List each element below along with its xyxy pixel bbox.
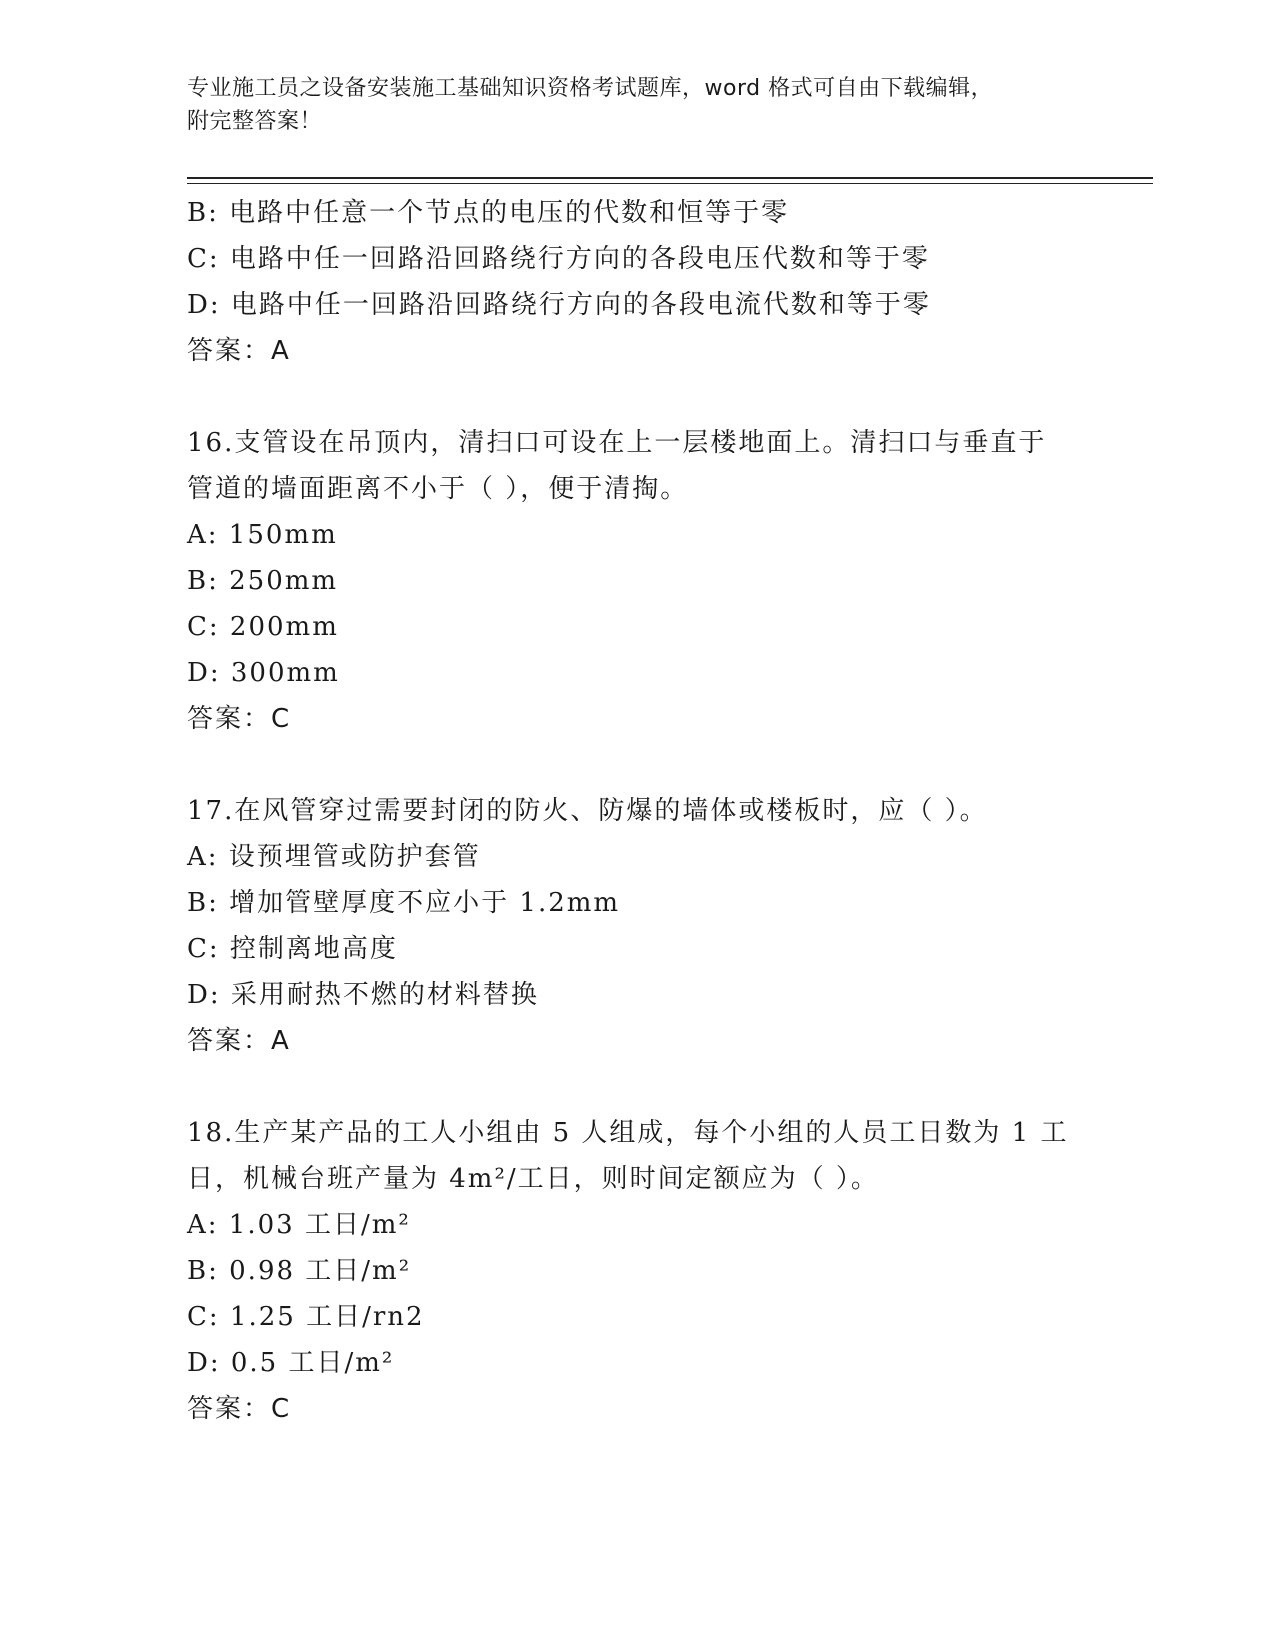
answer-line xyxy=(187,1386,1087,1432)
option-d: D: 300mm xyxy=(187,658,340,688)
question-16 xyxy=(187,420,1087,742)
option-c: C: 控制离地高度 xyxy=(187,934,398,964)
header-line-2: 附完整答案！ xyxy=(187,109,323,134)
question-text-line-1: 18.生产某产品的工人小组由 5 人组成，每个小组的人员工日数为 1 工 xyxy=(187,1118,1069,1148)
answer-value: C xyxy=(271,704,292,734)
question-text-line-1: 17.在风管穿过需要封闭的防火、防爆的墙体或楼板时，应（ ）。 xyxy=(187,796,988,826)
question-block-15 xyxy=(187,190,1087,374)
answer-line xyxy=(187,328,1087,374)
answer-line xyxy=(187,1018,1087,1064)
question-17 xyxy=(187,788,1087,1064)
header-rule-thick xyxy=(187,177,1153,179)
option-c: C: 200mm xyxy=(187,612,339,642)
answer-label: 答案： xyxy=(187,336,272,366)
answer-value: C xyxy=(271,1394,292,1424)
document-header xyxy=(187,72,1087,138)
option-c: C: 电路中任一回路沿回路绕行方向的各段电压代数和等于零 xyxy=(187,244,930,274)
answer-value: A xyxy=(271,1026,291,1056)
option-a: A: 设预埋管或防护套管 xyxy=(187,842,481,872)
option-b: B: 250mm xyxy=(187,566,339,596)
answer-line xyxy=(187,696,1087,742)
option-a: A: 1.03 工日/m² xyxy=(187,1210,411,1240)
answer-label: 答案： xyxy=(187,1394,272,1424)
question-text-line-2: 管道的墙面距离不小于（ ），便于清掏。 xyxy=(187,474,689,504)
option-d: D: 0.5 工日/m² xyxy=(187,1348,395,1378)
header-line-1: 专业施工员之设备安装施工基础知识资格考试题库，word 格式可自由下载编辑， xyxy=(187,76,994,101)
answer-value: A xyxy=(271,336,291,366)
option-d: D: 电路中任一回路沿回路绕行方向的各段电流代数和等于零 xyxy=(187,290,931,320)
question-text-line-2: 日，机械台班产量为 4m²/工日，则时间定额应为（ ）。 xyxy=(187,1164,879,1194)
answer-label: 答案： xyxy=(187,704,272,734)
option-c: C: 1.25 工日/rn2 xyxy=(187,1302,425,1332)
question-list xyxy=(187,190,1087,1432)
header-rule-thin xyxy=(187,183,1153,184)
option-b: B: 0.98 工日/m² xyxy=(187,1256,412,1286)
option-d: D: 采用耐热不燃的材料替换 xyxy=(187,980,539,1010)
question-text-line-1: 16.支管设在吊顶内，清扫口可设在上一层楼地面上。清扫口与垂直于 xyxy=(187,428,1047,458)
option-b: B: 电路中任意一个节点的电压的代数和恒等于零 xyxy=(187,198,790,228)
option-a: A: 150mm xyxy=(187,520,338,550)
question-18 xyxy=(187,1110,1087,1432)
answer-label: 答案： xyxy=(187,1026,272,1056)
option-b: B: 增加管壁厚度不应小于 1.2mm xyxy=(187,888,621,918)
